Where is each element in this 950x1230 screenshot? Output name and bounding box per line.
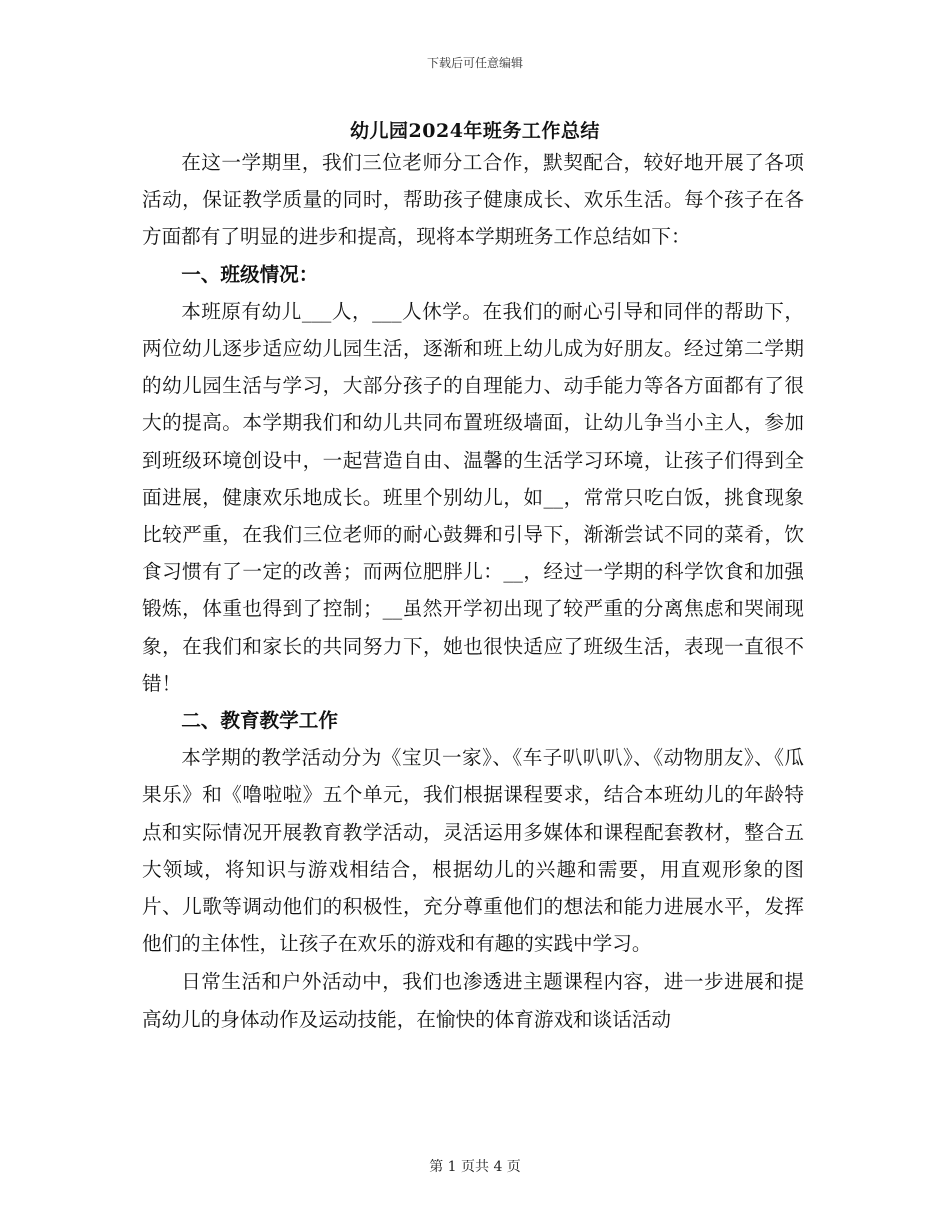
page-number: 第 1 页共 4 页	[429, 1159, 521, 1175]
section-heading-class-info: 一、班级情况：	[181, 262, 319, 286]
section-heading-teaching: 二、教育教学工作	[181, 709, 338, 733]
document-body	[142, 144, 804, 1038]
class-info-paragraph: 本班原有幼儿___人，___人休学。在我们的耐心引导和同伴的帮助下，两位幼儿逐步适应幼儿园生活，逐渐和班上幼儿成为好朋友。经过第二学期的幼儿园生活与学习，大部分孩子的自理能力、动手能力等各方面都有了很大的提高。本学期我们和幼儿共同布置班级墙面，让幼儿争当小主人，参加到班级环境创设中，一起营造自由、温馨的生活学习环境，让孩子们得到全面进展，健康欢乐地成长。班里个别幼儿，如__，常常只吃白饭，挑食现象比较严重，在我们三位老师的耐心鼓舞和引导下，渐渐尝试不同的菜肴，饮食习惯有了一定的改善；而两位肥胖儿：__，经过一学期的科学饮食和加强锻炼，体重也得到了控制；__虽然开学初出现了较严重的分离焦虑和哭闹现象，在我们和家长的共同努力下，她也很快适应了班级生活，表现一直很不错！	[142, 299, 804, 695]
intro-paragraph: 在这一学期里，我们三位老师分工合作，默契配合，较好地开展了各项活动，保证教学质量的同时，帮助孩子健康成长、欢乐生活。每个孩子在各方面都有了明显的进步和提高，现将本学期班务工作总结如下：	[142, 151, 804, 249]
teaching-paragraph: 本学期的教学活动分为《宝贝一家》、《车子叭叭叭》、《动物朋友》、《瓜果乐》和《噜啦啦》五个单元，我们根据课程要求，结合本班幼儿的年龄特点和实际情况开展教育教学活动，灵活运用多媒体和课程配套教材，整合五大领域，将知识与游戏相结合，根据幼儿的兴趣和需要，用直观形象的图片、儿歌等调动他们的积极性，充分尊重他们的想法和能力进展水平，发挥他们的主体性，让孩子在欢乐的游戏和有趣的实践中学习。	[142, 746, 804, 956]
document-title: 幼儿园2024年班务工作总结	[350, 120, 600, 142]
page-header-note: 下载后可任意编辑	[426, 56, 523, 70]
daily-life-paragraph: 日常生活和户外活动中，我们也渗透进主题课程内容，进一步进展和提高幼儿的身体动作及运动技能，在愉快的体育游戏和谈话活动	[142, 970, 804, 1031]
